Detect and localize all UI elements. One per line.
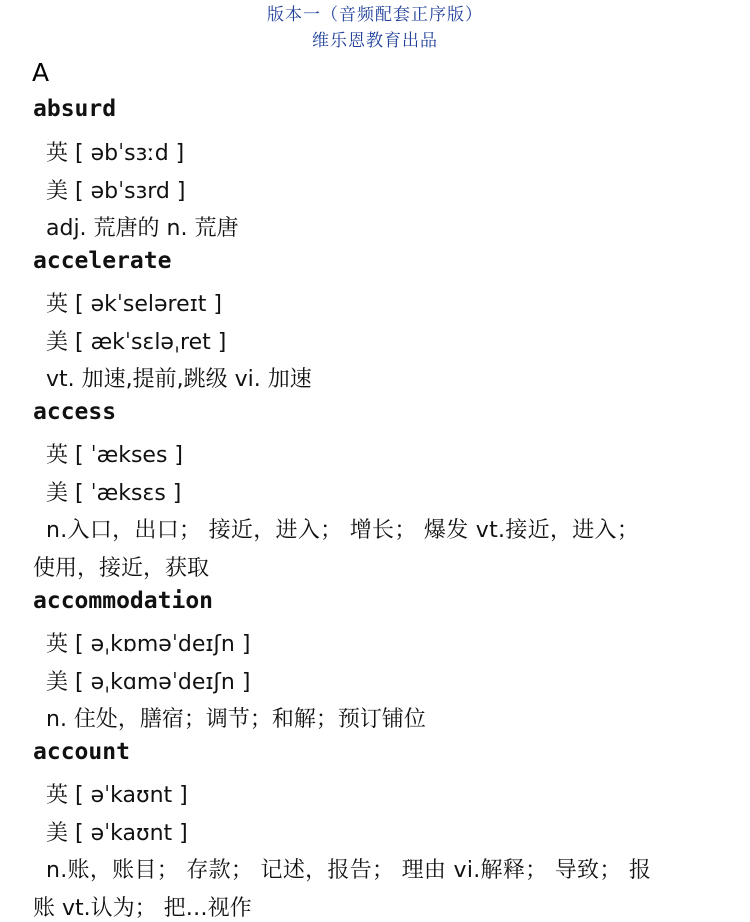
headword-access: access bbox=[33, 399, 117, 425]
definition: n. 住处，膳宿；调节；和解；预订铺位 bbox=[46, 707, 426, 732]
headword-account: account bbox=[33, 739, 130, 765]
us-pronunciation: 美 [ əbˈsɜrd ] bbox=[46, 179, 186, 204]
definition: n.账，账目； 存款； 记述，报告； 理由 vi.解释； 导致； 报 bbox=[46, 858, 652, 883]
headword-absurd: absurd bbox=[33, 96, 117, 122]
uk-pronunciation: 英 [ əbˈsɜːd ] bbox=[46, 141, 185, 166]
definition-continued: 使用，接近，获取 bbox=[33, 556, 210, 581]
us-pronunciation: 美 [ əˌkɑməˈdeɪʃn ] bbox=[46, 670, 251, 695]
document-version-title: 版本一（音频配套正序版） bbox=[267, 5, 483, 25]
us-pronunciation: 美 [ ækˈsɛləˌret ] bbox=[46, 330, 227, 355]
headword-accelerate: accelerate bbox=[33, 248, 172, 274]
us-pronunciation: 美 [ əˈkaʊnt ] bbox=[46, 821, 188, 846]
uk-pronunciation: 英 [ əˈkaʊnt ] bbox=[46, 783, 188, 808]
definition-continued: 账 vt.认为； 把…视作 bbox=[33, 896, 252, 921]
section-letter: A bbox=[32, 58, 50, 87]
definition: adj. 荒唐的 n. 荒唐 bbox=[46, 216, 239, 241]
publisher-title: 维乐恩教育出品 bbox=[312, 31, 438, 51]
definition: vt. 加速,提前,跳级 vi. 加速 bbox=[46, 367, 312, 392]
uk-pronunciation: 英 [ əˌkɒməˈdeɪʃn ] bbox=[46, 632, 251, 657]
definition: n.入口，出口； 接近，进入； 增长； 爆发 vt.接近，进入； bbox=[46, 518, 640, 543]
us-pronunciation: 美 [ ˈæksɛs ] bbox=[46, 481, 182, 506]
uk-pronunciation: 英 [ əkˈseləreɪt ] bbox=[46, 292, 223, 317]
headword-accommodation: accommodation bbox=[33, 588, 214, 614]
uk-pronunciation: 英 [ ˈækses ] bbox=[46, 443, 183, 468]
